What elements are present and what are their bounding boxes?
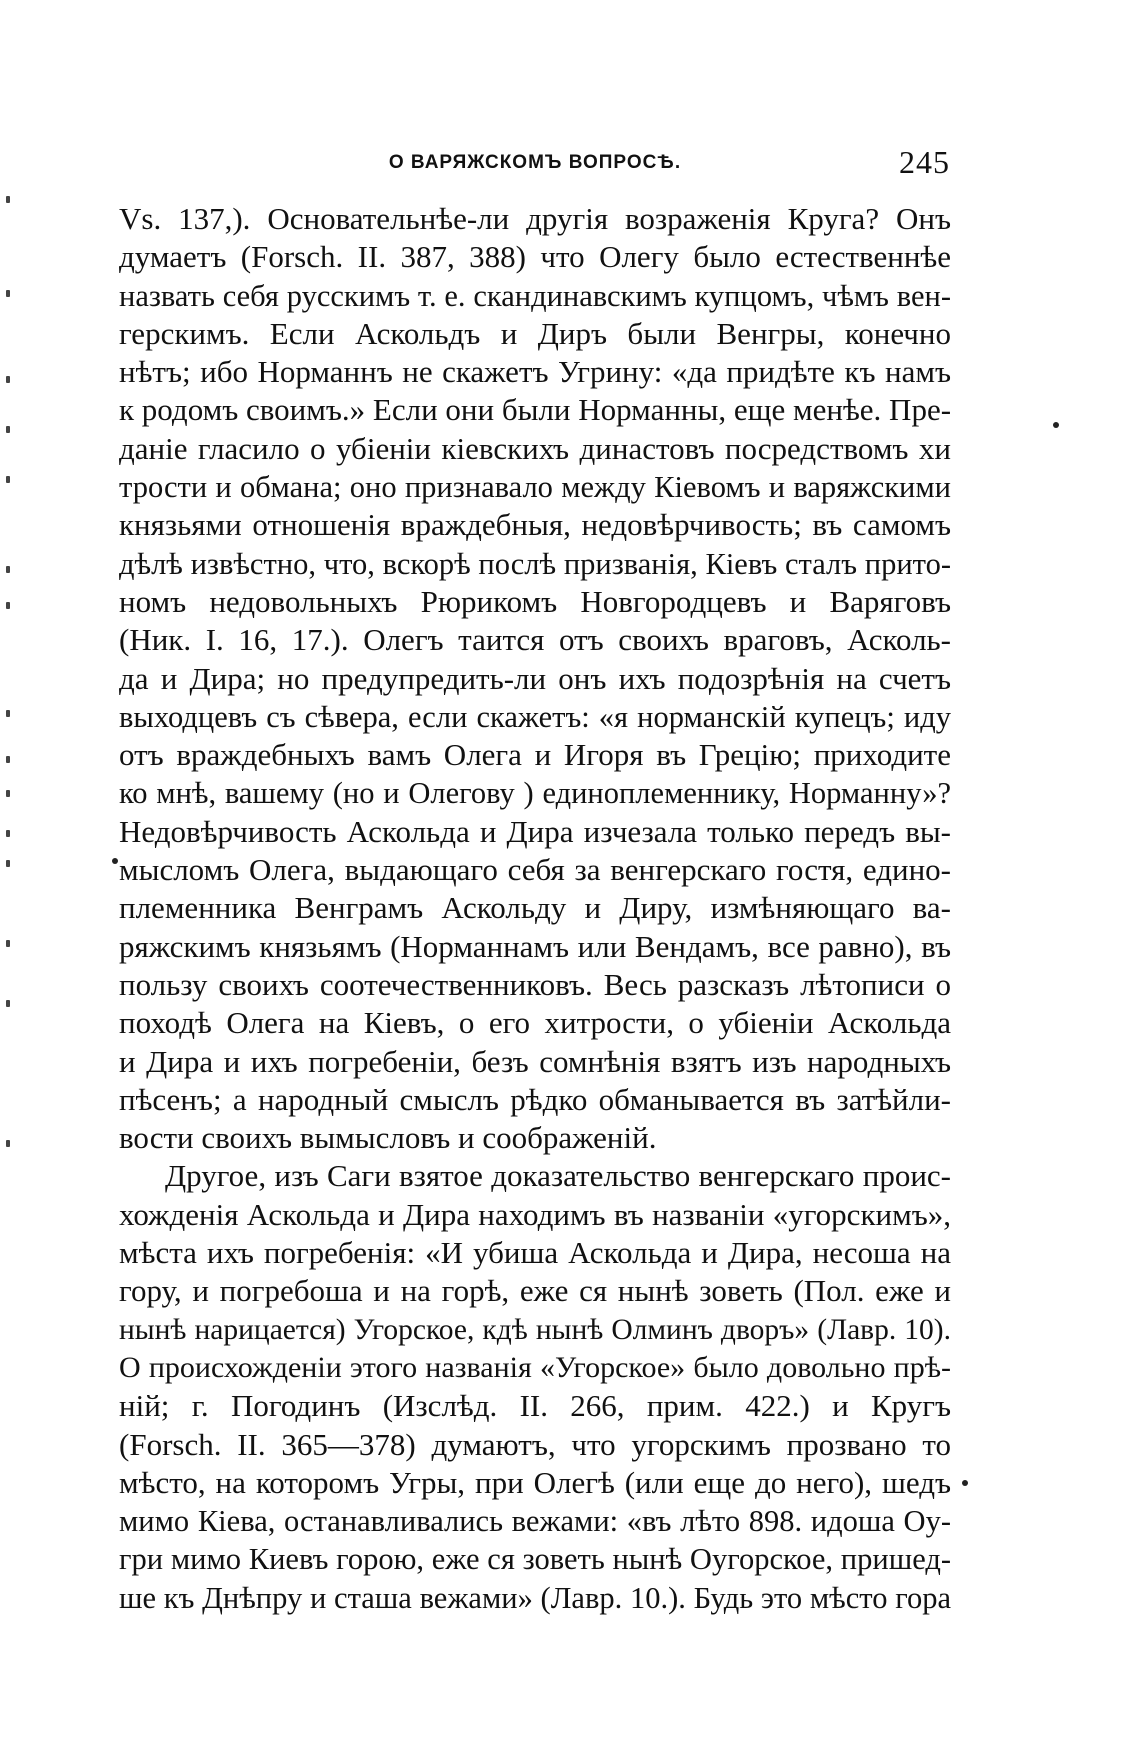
text-line: походѣ Олега на Кіевъ, о его хитрости, о убіеніи Аскольда — [119, 1005, 951, 1041]
text-line: (Forsch. II. 365—378) думаютъ, что угорскимъ прозвано то — [119, 1426, 951, 1462]
text-line: мимо Кіева, останавливались вежами: «въ лѣто 898. идоша Оу- — [119, 1504, 951, 1539]
text-line: назвать себя русскимъ т. е. скандинавскимъ купцомъ, чѣмъ вен- — [119, 278, 951, 313]
body-text — [119, 200, 951, 1617]
text-line: ше къ Днѣпру и сташа вежами» (Лавр. 10.). Будь это мѣсто гора — [119, 1580, 951, 1615]
running-head — [120, 144, 950, 184]
text-line: думаетъ (Forsch. II. 387, 388) что Олегу было естественнѣе — [119, 239, 951, 275]
page-number: 245 — [899, 144, 950, 180]
scan-dot — [962, 1480, 968, 1486]
paragraph-2 — [119, 1157, 951, 1617]
text-line: племенника Венграмъ Аскольду и Диру, измѣняющаго ва- — [119, 890, 951, 926]
scan-mark — [6, 290, 10, 297]
scan-mark — [6, 566, 10, 573]
scan-dot — [112, 858, 118, 864]
text-line: ній; г. Погодинъ (Изслѣд. II. 266, прим. 422.) и Кругъ — [119, 1388, 951, 1424]
scan-mark — [6, 940, 10, 947]
paragraph-1 — [119, 200, 951, 1157]
text-line: Vs. 137,). Основательнѣе-ли другія возраженія Круга? Онъ — [119, 201, 951, 236]
scan-mark — [6, 1000, 10, 1007]
text-line: мѣсто, на которомъ Угры, при Олегѣ (или еще до него), шедъ — [119, 1464, 951, 1500]
text-line: (Ник. I. 16, 17.). Олегъ таится отъ своихъ враговъ, Асколь- — [119, 622, 951, 658]
text-line: дѣлѣ извѣстно, что, вскорѣ послѣ призванія, Кіевъ сталъ прито- — [119, 546, 951, 581]
text-line: ряжскимъ князьямъ (Норманнамъ или Вендамъ, все равно), въ — [119, 928, 951, 964]
text-line: номъ недовольныхъ Рюрикомъ Новгородцевъ и Варяговъ — [119, 583, 951, 619]
text-line: нѣтъ; ибо Норманнъ не скажетъ Угрину: «да придѣте къ намъ — [119, 354, 951, 390]
text-line: даніе гласило о убіеніи кіевскихъ династовъ посредствомъ хи — [119, 430, 951, 466]
scan-mark — [6, 1140, 10, 1147]
scan-mark — [6, 830, 10, 837]
scan-mark — [6, 196, 10, 203]
text-line: трости и обмана; оно признавало между Кіевомъ и варяжскими — [119, 470, 951, 505]
text-line: гору, и погребоша и на горѣ, еже ся нынѣ зоветь (Пол. еже и — [119, 1273, 951, 1309]
scan-dot — [1053, 422, 1059, 428]
scan-mark — [6, 376, 10, 383]
text-line: герскимъ. Если Аскольдъ и Диръ были Венгры, конечно — [119, 315, 951, 351]
text-line: вости своихъ вымысловъ и соображеній. — [119, 1120, 657, 1156]
text-line: хожденія Аскольда и Дира находимъ въ названіи «угорскимъ», — [119, 1196, 951, 1232]
text-line: Недовѣрчивость Аскольда и Дира изчезала только передъ вы- — [119, 813, 951, 849]
scan-mark — [6, 602, 10, 609]
text-line: выходцевъ съ сѣвера, если скажетъ: «я норманскій купецъ; иду — [119, 699, 951, 734]
running-title: О ВАРЯЖСКОМЪ ВОПРОСѢ. — [388, 152, 682, 173]
scan-mark — [6, 756, 10, 763]
text-line: и Дира и ихъ погребеніи, безъ сомнѣнія взятъ изъ народныхъ — [119, 1043, 951, 1079]
text-line: князьями отношенія враждебныя, недовѣрчивость; въ самомъ — [119, 507, 951, 543]
text-line: да и Дира; но предупредить-ли онъ ихъ подозрѣнія на счетъ — [119, 660, 951, 696]
text-line: пользу своихъ соотечественниковъ. Весь разсказъ лѣтописи о — [119, 966, 951, 1002]
text-line: Другое, изъ Саги взятое доказательство венгерскаго проис- — [165, 1158, 951, 1194]
text-line: к родомъ своимъ.» Если они были Норманны, еще менѣе. Пре- — [119, 392, 951, 428]
scan-mark — [6, 426, 10, 433]
scan-mark — [6, 476, 10, 483]
text-line: нынѣ нарицается) Угорское, кдѣ нынѣ Олминъ дворъ» (Лавр. 10). — [119, 1313, 951, 1346]
text-line: мѣста ихъ погребенія: «И убиша Аскольда и Дира, несоша на — [119, 1235, 951, 1271]
text-line: отъ враждебныхъ вамъ Олега и Игоря въ Грецію; приходите — [119, 737, 951, 773]
scan-mark — [6, 790, 10, 797]
scan-mark — [6, 860, 10, 867]
text-line: ко мнѣ, вашему (но и Олегову ) единоплеменнику, Норманну»? — [119, 776, 951, 811]
text-line: пѣсенъ; а народный смыслъ рѣдко обманывается въ затѣйли- — [119, 1081, 951, 1117]
text-line: гри мимо Киевъ горою, еже ся зоветь нынѣ Оугорское, пришед- — [119, 1542, 951, 1577]
scan-mark — [6, 710, 10, 717]
text-line: мысломъ Олега, выдающаго себя за венгерскаго гостя, едино- — [119, 852, 951, 888]
text-line: О происхожденіи этого названія «Угорское» было довольно прѣ- — [119, 1350, 951, 1384]
